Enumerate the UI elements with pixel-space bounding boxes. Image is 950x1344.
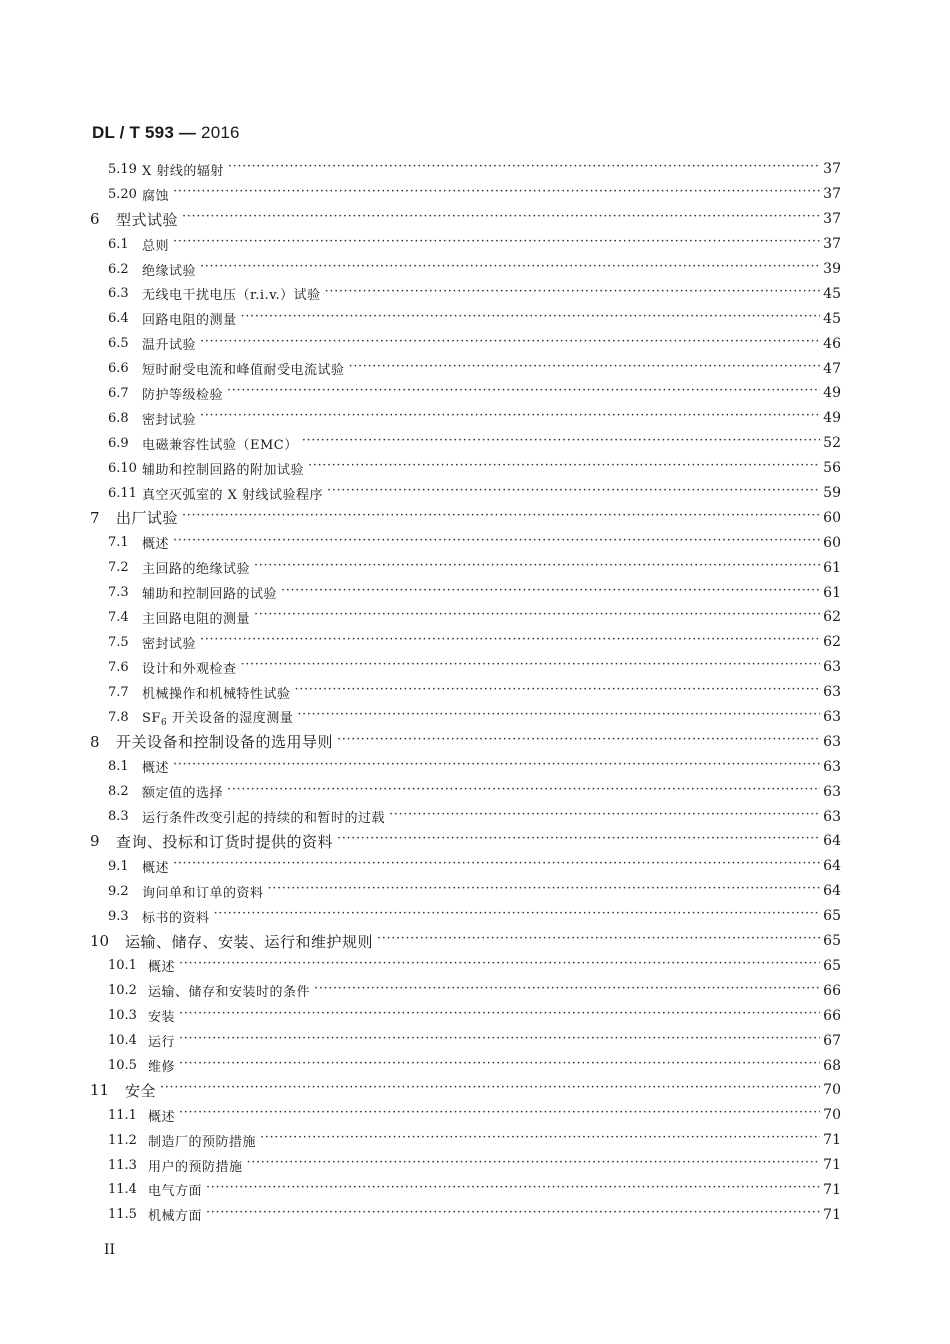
- toc-dot-leader: [214, 909, 820, 923]
- toc-page-number: 49: [823, 410, 841, 427]
- toc-entry-number: 8.2: [108, 784, 129, 800]
- toc-entry-number: 6.1: [108, 236, 129, 252]
- toc-entry-number: 6.10: [108, 460, 137, 476]
- toc-dot-leader: [179, 959, 820, 973]
- toc-section-entry[interactable]: [0, 530, 950, 555]
- toc-entry-number: 6: [90, 210, 100, 229]
- toc-entry-number: 11.2: [108, 1132, 137, 1148]
- toc-entry-title: 主回路电阻的测量: [142, 611, 251, 627]
- toc-dot-leader: [182, 212, 820, 226]
- toc-section-entry[interactable]: [0, 281, 950, 306]
- toc-section-entry[interactable]: [0, 854, 950, 879]
- toc-entry-number: 10.1: [108, 958, 137, 974]
- toc-entry-number: 6.3: [108, 286, 129, 302]
- toc-entry-number: 9.3: [108, 908, 129, 924]
- toc-section-entry[interactable]: [0, 232, 950, 257]
- toc-entry-number: 6.7: [108, 385, 129, 401]
- toc-entry-title: 安装: [148, 1010, 176, 1026]
- toc-entry-title: 防护等级检验: [142, 387, 224, 403]
- toc-entry-title: 运行: [148, 1035, 176, 1051]
- toc-entry-title: 腐蚀: [142, 188, 170, 204]
- toc-page-number: 37: [823, 236, 841, 253]
- toc-entry-number: 11.5: [108, 1207, 137, 1223]
- toc-entry-number: 6.9: [108, 435, 129, 451]
- toc-entry-number: 5.20: [108, 186, 137, 202]
- toc-entry-number: 6.5: [108, 336, 129, 352]
- toc-entry-title: 标书的资料: [142, 910, 210, 926]
- toc-page-number: 71: [823, 1157, 841, 1174]
- toc-entry-number: 6.11: [108, 485, 137, 501]
- toc-chapter-entry[interactable]: [0, 929, 950, 954]
- toc-chapter-entry[interactable]: [0, 729, 950, 754]
- toc-entry-number: 8.1: [108, 759, 129, 775]
- toc-dot-leader: [179, 1059, 820, 1073]
- toc-entry-title: 机械方面: [148, 1209, 203, 1225]
- toc-section-entry[interactable]: [0, 655, 950, 680]
- toc-page-number: 60: [823, 509, 841, 526]
- toc-entry-title: 查询、投标和订货时提供的资料: [116, 832, 334, 851]
- toc-page-number: 47: [823, 360, 841, 377]
- toc-section-entry[interactable]: [0, 605, 950, 630]
- toc-section-entry[interactable]: [0, 555, 950, 580]
- toc-entry-title: 总则: [142, 238, 170, 254]
- toc-page-number: 65: [823, 957, 841, 974]
- toc-dot-leader: [206, 1208, 820, 1222]
- toc-entry-title: 用户的预防措施: [148, 1159, 243, 1175]
- toc-dot-leader: [200, 337, 820, 351]
- toc-dot-leader: [227, 785, 820, 799]
- toc-entry-number: 9.1: [108, 858, 129, 874]
- toc-entry-title: 运输、储存、安装、运行和维护规则: [125, 932, 374, 951]
- toc-page-number: 46: [823, 335, 841, 352]
- toc-section-entry[interactable]: [0, 879, 950, 904]
- toc-section-entry[interactable]: [0, 779, 950, 804]
- toc-dot-leader: [228, 162, 820, 176]
- toc-dot-leader: [241, 312, 820, 326]
- toc-section-entry[interactable]: [0, 1178, 950, 1203]
- toc-page-number: 70: [823, 1107, 841, 1124]
- toc-entry-title: X 射线的辐射: [142, 163, 224, 179]
- standard-year: 2016: [201, 123, 240, 142]
- toc-section-entry[interactable]: [0, 804, 950, 829]
- toc-section-entry[interactable]: [0, 705, 950, 730]
- toc-page-number: 37: [823, 211, 841, 228]
- toc-section-entry[interactable]: [0, 182, 950, 207]
- toc-entry-title: 型式试验: [116, 210, 179, 229]
- toc-section-entry[interactable]: [0, 381, 950, 406]
- toc-entry-title: 安全: [125, 1081, 157, 1100]
- toc-entry-number: 10.3: [108, 1008, 137, 1024]
- toc-page-number: 63: [823, 709, 841, 726]
- toc-section-entry[interactable]: [0, 954, 950, 979]
- toc-entry-title: 回路电阻的测量: [142, 313, 237, 329]
- toc-dot-leader: [325, 287, 820, 301]
- toc-page-number: 63: [823, 733, 841, 750]
- toc-page-number: 60: [823, 534, 841, 551]
- toc-entry-number: 10.5: [108, 1058, 137, 1073]
- toc-entry-number: 6.6: [108, 361, 129, 377]
- toc-entry-title: 询问单和订单的资料: [142, 885, 264, 901]
- toc-dot-leader: [254, 610, 820, 624]
- toc-entry-number: 7.2: [108, 560, 129, 576]
- toc-dot-leader: [179, 1108, 820, 1122]
- toc-entry-title: 运行条件改变引起的持续的和暂时的过载: [142, 811, 386, 827]
- toc-dot-leader: [302, 436, 820, 450]
- toc-section-entry[interactable]: [0, 754, 950, 779]
- toc-dot-leader: [241, 660, 820, 674]
- toc-chapter-entry[interactable]: [0, 207, 950, 232]
- toc-section-entry[interactable]: [0, 680, 950, 705]
- toc-section-entry[interactable]: [0, 257, 950, 282]
- toc-dot-leader: [349, 362, 820, 376]
- toc-entry-number: 5.19: [108, 161, 137, 177]
- toc-entry-title: 概述: [142, 537, 170, 553]
- toc-entry-title: 辅助和控制回路的附加试验: [142, 462, 305, 478]
- toc-entry-title: 机械操作和机械特性试验: [142, 686, 291, 702]
- toc-entry-title-rest: 开关设备的湿度测量: [167, 710, 294, 726]
- toc-entry-title: 无线电干扰电压（r.i.v.）试验: [142, 288, 321, 304]
- toc-dot-leader: [295, 685, 820, 699]
- toc-page-number: 71: [823, 1132, 841, 1149]
- header-dash: —: [174, 123, 202, 142]
- toc-page-number: 39: [823, 261, 841, 277]
- toc-page-number: 62: [823, 634, 841, 651]
- toc-entry-title: 开关设备和控制设备的选用导则: [116, 733, 334, 752]
- toc-entry-number: 10: [90, 932, 110, 951]
- toc-entry-number: 8.3: [108, 809, 129, 825]
- toc-entry-title: 温升试验: [142, 338, 197, 354]
- toc-entry-title: 运输、储存和安装时的条件: [148, 985, 311, 1001]
- toc-section-entry[interactable]: [0, 1153, 950, 1178]
- toc-page-number: 67: [823, 1032, 841, 1049]
- toc-dot-leader: [389, 810, 820, 824]
- toc-dot-leader: [173, 237, 820, 251]
- toc-page-number: 37: [823, 161, 841, 178]
- toc-entry-number: 6.4: [108, 311, 129, 327]
- toc-page-number: 56: [823, 460, 841, 477]
- toc-section-entry[interactable]: [0, 1202, 950, 1227]
- toc-dot-leader: [327, 486, 820, 500]
- standard-code: DL / T 593: [92, 123, 174, 142]
- toc-entry-title: 绝缘试验: [142, 263, 197, 279]
- toc-page-number: 45: [823, 285, 841, 302]
- toc-section-entry[interactable]: [0, 356, 950, 381]
- toc-section-entry[interactable]: [0, 481, 950, 506]
- toc-page-number: 64: [823, 833, 841, 850]
- toc-page-number: 61: [823, 559, 841, 576]
- toc-entry-title: 额定值的选择: [142, 786, 224, 802]
- toc-page-number: 68: [823, 1057, 841, 1074]
- toc-page-number: 64: [823, 883, 841, 900]
- toc-dot-leader: [260, 1133, 820, 1147]
- toc-entry-number: 7.8: [108, 709, 129, 725]
- toc-section-entry[interactable]: [0, 406, 950, 431]
- toc-section-entry[interactable]: [0, 630, 950, 655]
- toc-dot-leader: [254, 561, 820, 575]
- toc-section-entry[interactable]: [0, 157, 950, 182]
- toc-chapter-entry[interactable]: [0, 1078, 950, 1103]
- toc-entry-title: 电磁兼容性试验（EMC）: [142, 437, 298, 453]
- toc-entry-number: 11.1: [108, 1107, 137, 1123]
- toc-dot-leader: [314, 984, 820, 998]
- toc-dot-leader: [200, 411, 820, 425]
- toc-entry-title: 概述: [142, 860, 170, 876]
- toc-page-number: 63: [823, 808, 841, 825]
- toc-entry-number: 11: [90, 1081, 110, 1100]
- toc-entry-number: 8: [90, 732, 100, 751]
- toc-entry-title-subscript: 6: [160, 717, 168, 728]
- toc-entry-title-part: SF: [142, 710, 161, 726]
- toc-section-entry[interactable]: [0, 456, 950, 481]
- toc-entry-number: 11.3: [108, 1157, 137, 1173]
- toc-page-number: 45: [823, 310, 841, 327]
- toc-dot-leader: [182, 511, 820, 525]
- toc-entry-number: 6.8: [108, 410, 129, 426]
- toc-entry-title: 概述: [148, 960, 176, 976]
- toc-section-entry[interactable]: [0, 1028, 950, 1053]
- toc-page-number: 63: [823, 659, 841, 676]
- toc-page-number: 63: [823, 684, 841, 701]
- toc-entry-title: 维修: [148, 1060, 176, 1075]
- toc-dot-leader: [206, 1183, 820, 1197]
- toc-entry-number: 7.3: [108, 585, 129, 601]
- toc-dot-leader: [308, 461, 820, 475]
- toc-dot-leader: [377, 934, 820, 948]
- toc-entry-title: [142, 707, 297, 728]
- toc-entry-number: 10.4: [108, 1033, 137, 1049]
- toc-dot-leader: [227, 386, 820, 400]
- toc-dot-leader: [173, 760, 820, 774]
- toc-page-number: 71: [823, 1181, 841, 1198]
- toc-entry-number: 7.5: [108, 634, 129, 650]
- toc-dot-leader: [173, 536, 820, 550]
- toc-entry-number: 10.2: [108, 983, 137, 999]
- toc-section-entry[interactable]: [0, 1103, 950, 1128]
- toc-page-number: 66: [823, 1007, 841, 1024]
- toc-entry-number: 6.2: [108, 261, 129, 277]
- toc-dot-leader: [173, 859, 820, 873]
- toc-section-entry[interactable]: [0, 904, 950, 929]
- toc-entry-title: 辅助和控制回路的试验: [142, 587, 278, 603]
- toc-page-number: 70: [823, 1082, 841, 1099]
- toc-chapter-entry[interactable]: [0, 505, 950, 530]
- toc-entry-number: 7.6: [108, 659, 129, 675]
- toc-entry-number: 7: [90, 508, 100, 527]
- toc-entry-number: 7.4: [108, 609, 129, 625]
- toc-entry-number: 7.1: [108, 535, 129, 551]
- toc-dot-leader: [200, 635, 820, 649]
- toc-page-number: 59: [823, 485, 841, 502]
- toc-entry-title: 真空灭弧室的 X 射线试验程序: [142, 487, 324, 503]
- toc-dot-leader: [337, 834, 820, 848]
- toc-dot-leader: [281, 586, 820, 600]
- toc-page-number: 65: [823, 908, 841, 925]
- toc-entry-number: 7.7: [108, 684, 129, 700]
- toc-entry-number: 9: [90, 832, 100, 851]
- toc-section-entry[interactable]: [0, 331, 950, 356]
- toc-dot-leader: [179, 1034, 820, 1048]
- toc-entry-number: 9.2: [108, 883, 129, 899]
- toc-section-entry[interactable]: [0, 580, 950, 605]
- toc-dot-leader: [160, 1083, 820, 1097]
- toc-dot-leader: [268, 884, 820, 898]
- toc-dot-leader: [200, 262, 820, 276]
- toc-section-entry[interactable]: [0, 1053, 950, 1078]
- toc-section-entry[interactable]: [0, 1003, 950, 1028]
- toc-entry-title: 短时耐受电流和峰值耐受电流试验: [142, 363, 345, 379]
- toc-page-number: 64: [823, 858, 841, 875]
- toc-entry-title: 制造厂的预防措施: [148, 1134, 257, 1150]
- table-of-contents: [0, 157, 950, 1227]
- toc-entry-title: 出厂试验: [116, 509, 179, 528]
- toc-dot-leader: [247, 1158, 820, 1172]
- toc-page-number: 49: [823, 385, 841, 402]
- toc-dot-leader: [297, 710, 820, 724]
- toc-page-number: 71: [823, 1206, 841, 1223]
- toc-page-number: 52: [823, 435, 841, 452]
- toc-page-number: 63: [823, 783, 841, 800]
- toc-entry-title: 密封试验: [142, 636, 197, 652]
- toc-section-entry[interactable]: [0, 431, 950, 456]
- toc-page-number: 63: [823, 758, 841, 775]
- document-header: [92, 123, 240, 143]
- toc-page-number: 61: [823, 584, 841, 601]
- toc-section-entry[interactable]: [0, 1128, 950, 1153]
- toc-entry-title: 设计和外观检查: [142, 661, 237, 677]
- toc-entry-title: 概述: [148, 1109, 176, 1125]
- toc-page-number: 66: [823, 982, 841, 999]
- toc-entry-title: 主回路的绝缘试验: [142, 562, 251, 578]
- toc-section-entry[interactable]: [0, 306, 950, 331]
- toc-section-entry[interactable]: [0, 978, 950, 1003]
- toc-chapter-entry[interactable]: [0, 829, 950, 854]
- toc-dot-leader: [337, 735, 820, 749]
- toc-entry-title: 密封试验: [142, 412, 197, 428]
- toc-page-number: 37: [823, 186, 841, 203]
- toc-entry-title: 概述: [142, 761, 170, 777]
- toc-dot-leader: [179, 1009, 820, 1023]
- toc-dot-leader: [173, 187, 820, 201]
- toc-entry-title: 电气方面: [148, 1184, 203, 1200]
- toc-entry-number: 11.4: [108, 1182, 137, 1198]
- toc-page-number: 62: [823, 609, 841, 626]
- page-number: II: [104, 1242, 116, 1258]
- toc-page-number: 65: [823, 933, 841, 950]
